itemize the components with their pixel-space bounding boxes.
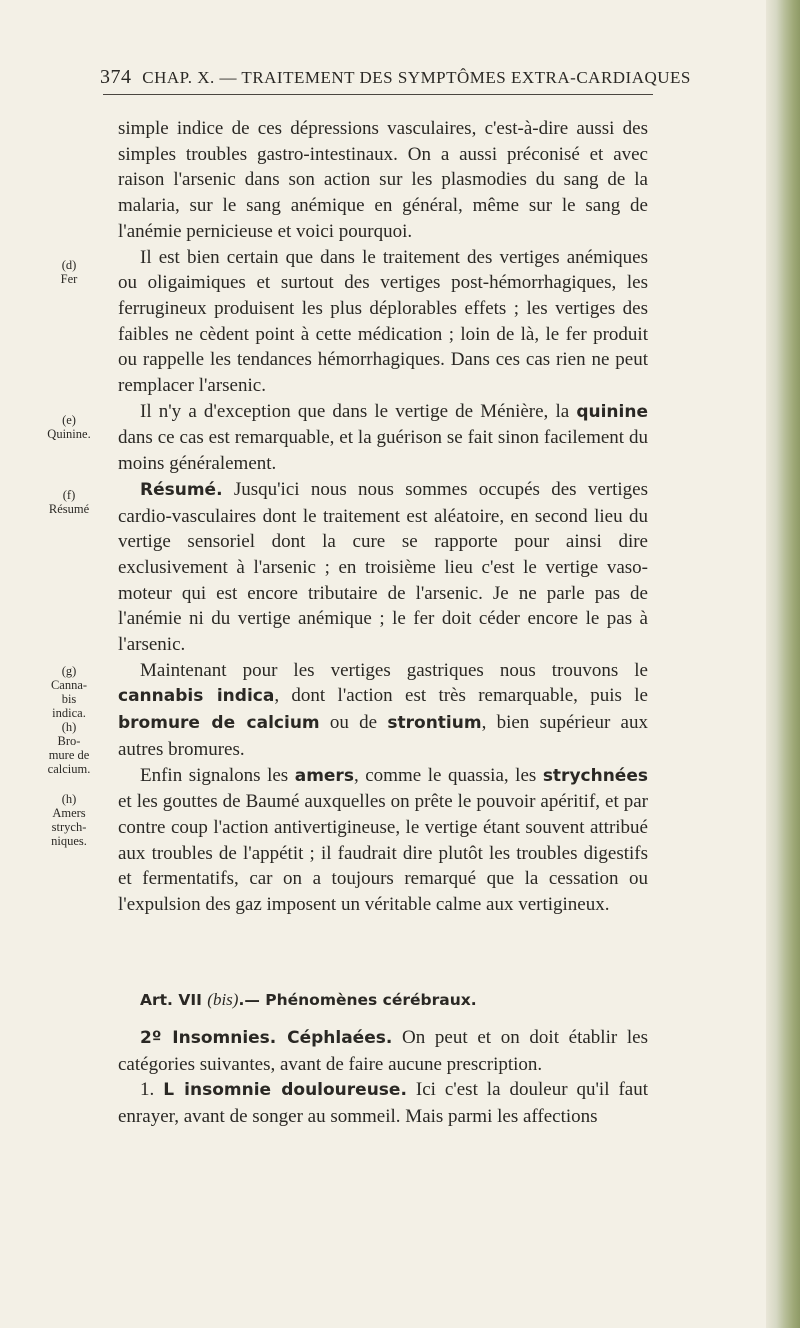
running-title: CHAP. X. — TRAITEMENT DES SYMPTÔMES EXTRA-CARDIAQUES <box>142 68 691 87</box>
running-header <box>100 66 691 89</box>
margin-note-resume: (f) Résumé <box>48 488 90 516</box>
header-rule <box>103 94 653 95</box>
paragraph: simple indice de ces dépressions vasculaires, c'est-à-dire aussi des simples troubles gastro-intestinaux. On a aussi préconisé et avec raison l'arsenic dans son action sur les plasmodies du sang de la malaria, sur le sang anémique en général, même sur le sang de l'anémie pernicieuse et voici pourquoi. <box>118 118 648 242</box>
margin-note-amers: (h) Amers strych- niques. <box>51 792 87 848</box>
paragraph-amers: Enfin signalons les amers, comme le quassia, les strychnées et les gouttes de Baumé auxquelles on prête le pouvoir apéritif, et par contre coup l'action antivertigineuse, le vertige étant souvent attribué aux troubles de l'appétit ; il faudrait dire plutôt les troubles digestifs et fermentatifs, car on a toujours remarqué que la cessation ou l'expulsion des gaz imposent un véritable calme aux vertigineux. <box>118 764 648 916</box>
paragraph-insomnie-douloureuse: 1. L insomnie douloureuse. Ici c'est la douleur qu'il faut enrayer, avant de songer au sommeil. Mais parmi les affections <box>118 1079 648 1128</box>
article-label: Art. VII <box>140 991 202 1009</box>
term-amers: amers <box>294 765 354 786</box>
article-title: .— Phénomènes cérébraux. <box>238 991 477 1009</box>
term-strychnees: strychnées <box>542 765 648 786</box>
term-bromure: bromure de calcium <box>118 713 320 734</box>
term-quinine: quinine <box>576 401 648 422</box>
paragraph-fer: Il est bien certain que dans le traitement des vertiges anémiques ou oligaimiques et surtout des vertiges post-hémorrhagiques, les ferrugineux produisent les plus déplorables effets ; les vertiges des faibles ne cèdent point à cette médication ; loin de là, le fer produit ou rappelle les tendances hémorrhagiques. Dans ces cas rien ne peut remplacer l'arsenic. <box>118 246 648 397</box>
term-resume: Résumé. <box>140 479 223 500</box>
margin-note-fer: (d) Fer <box>60 258 78 286</box>
body-text <box>118 116 648 918</box>
margin-note-quinine: (e) Quinine. <box>47 413 91 441</box>
article-heading <box>140 990 660 1010</box>
margin-note-cannabis: (g) Canna- bis indica. <box>50 664 88 720</box>
page-edge <box>766 0 800 1328</box>
term-strontium: strontium <box>387 713 482 734</box>
article-bis: (bis) <box>207 990 239 1009</box>
page-number: 374 <box>100 66 132 88</box>
paragraph-quinine: Il n'y a d'exception que dans le vertige de Ménière, la quinine dans ce cas est remarquable, et la guérison se fait sinon facilement du moins généralement. <box>118 400 648 475</box>
paragraph-insomnies: 2º Insomnies. Céphlaées. On peut et on doit établir les catégories suivantes, avant de faire aucune prescription. <box>118 1027 648 1075</box>
term-insomnie-douloureuse: L insomnie douloureuse. <box>163 1080 407 1101</box>
paragraph-gastriques: Maintenant pour les vertiges gastriques nous trouvons le cannabis indica, dont l'action est très remarquable, puis le bromure de calcium ou de strontium, bien supérieur aux autres bromures. <box>118 659 648 760</box>
body-text-section-2 <box>118 1025 648 1130</box>
term-insomnies: 2º Insomnies. Céphlaées. <box>140 1028 393 1048</box>
term-cannabis: cannabis indica <box>118 686 275 707</box>
paragraph-resume: Résumé. Jusqu'ici nous nous sommes occupés des vertiges cardio-vasculaires dont le traitement est aléatoire, en second lieu du vertige sensoriel dont la cure se rapporte pour ainsi dire exclusivement à l'arsenic ; en troisième lieu c'est le vertige vaso-moteur qui est encore tributaire de l'arsenic. Je ne parle pas de l'anémie ni du vertige anémique ; le fer doit céder encore le pas à l'arsenic. <box>118 478 648 656</box>
margin-note-bromure: (h) Bro- mure de calcium. <box>47 720 91 776</box>
